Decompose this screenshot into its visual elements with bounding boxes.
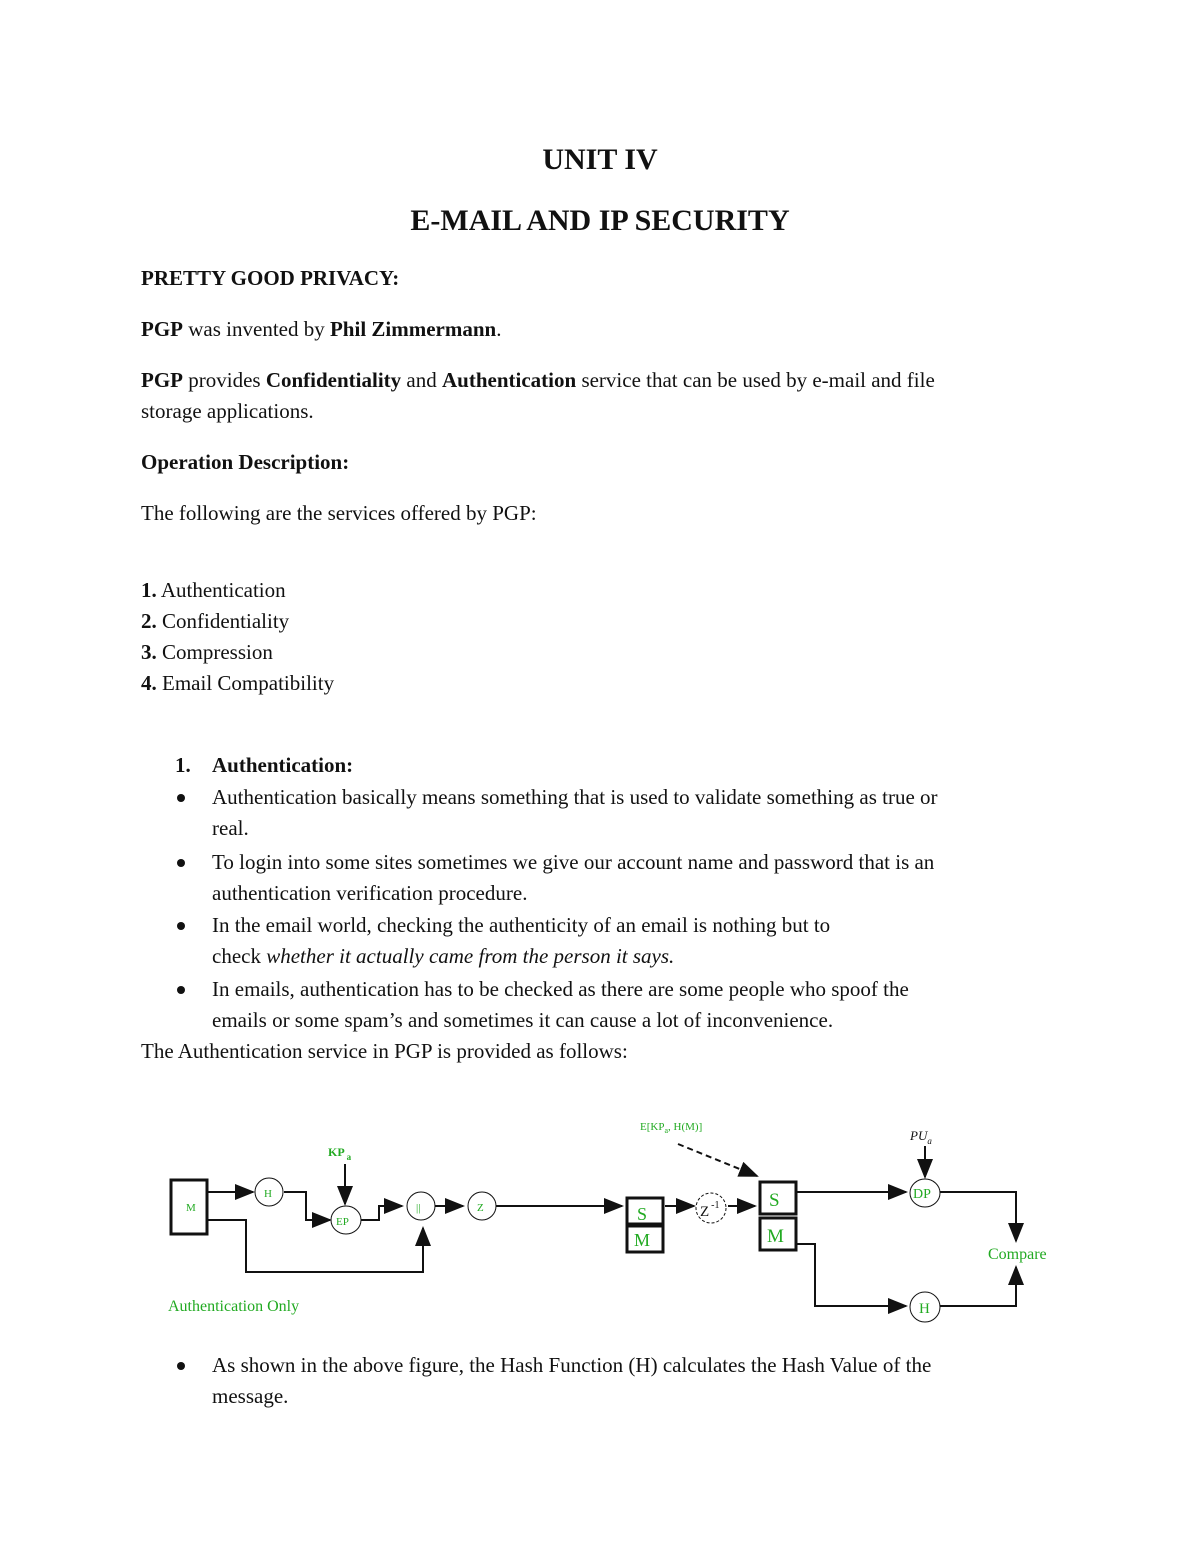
bullet-icon — [177, 794, 185, 802]
auth-bullet-1: Authentication basically means something that is used to validate something as true or — [212, 785, 938, 809]
bullet-icon — [177, 859, 185, 867]
hash-label: H — [264, 1188, 272, 1200]
unit-title: UNIT IV — [542, 143, 658, 176]
auth-heading: Authentication: — [212, 753, 354, 777]
message-label: M — [186, 1202, 196, 1214]
services-intro: The following are the services offered by PGP: — [141, 501, 537, 525]
auth-bullet-4-cont: emails or some spam’s and sometimes it can cause a lot of inconvenience. — [212, 1008, 834, 1032]
pgp-authentication-diagram — [0, 1100, 1200, 1330]
inventor-name: Phil Zimmermann — [329, 317, 497, 341]
service-item: 2. Confidentiality — [141, 609, 290, 633]
service-item: 3. Compression — [141, 640, 273, 664]
arrow-line — [207, 1220, 423, 1272]
auth-only-label: Authentication Only — [168, 1298, 300, 1315]
pgp-term: PGP — [141, 317, 183, 341]
pgp-provides-line-2: storage applications. — [141, 399, 314, 423]
arrow-line — [361, 1206, 402, 1220]
arrow-line — [940, 1192, 1016, 1241]
confidentiality-term: Confidentiality — [265, 368, 402, 392]
dashed-arrow — [678, 1144, 757, 1176]
italic-phrase: whether it actually came from the person it says. — [266, 944, 675, 968]
pgp-heading: PRETTY GOOD PRIVACY: — [141, 266, 400, 290]
auth-bullet-3-cont: check whether it actually came from the person it says. — [212, 944, 675, 968]
bullet-icon — [177, 922, 185, 930]
compress-label: Z — [477, 1202, 484, 1214]
service-item: 4. Email Compatibility — [141, 671, 335, 695]
encrypted-hash-label: $E[KP_a$, H(M)] — [640, 1121, 703, 1135]
dp-label: DP — [913, 1187, 931, 1202]
kp-label: KP $_a$ — [328, 1145, 352, 1162]
subject-title: E-MAIL AND IP SECURITY — [410, 204, 790, 237]
after-bullet-1-cont: message. — [212, 1384, 289, 1408]
auth-bullet-1-cont: real. — [212, 816, 249, 840]
pgp-invented-line — [141, 314, 501, 345]
invented-end: . — [496, 317, 502, 341]
concat-circle — [407, 1192, 435, 1220]
auth-bullet-2-cont: authentication verification procedure. — [212, 881, 528, 905]
service-text: service that can be used by e-mail and file — [576, 368, 935, 392]
auth-provided-text: The Authentication service in PGP is provided as follows: — [141, 1039, 628, 1063]
arrow-line — [796, 1244, 906, 1306]
bullet-icon — [177, 986, 185, 994]
authentication-term: Authentication — [442, 368, 577, 392]
arrow-line — [940, 1267, 1016, 1306]
pu-label: $PU_a$ — [910, 1128, 932, 1146]
auth-bullet-4: In emails, authentication has to be checked as there are some people who spoof the — [212, 977, 909, 1001]
auth-bullet-3: In the email world, checking the authenticity of an email is nothing but to — [212, 913, 831, 937]
auth-number: 1. — [175, 753, 191, 777]
after-bullet-1: As shown in the above figure, the Hash Function (H) calculates the Hash Value of the — [212, 1353, 932, 1377]
concat-label: || — [416, 1202, 421, 1214]
pgp-term: PGP — [141, 368, 183, 392]
operation-heading: Operation Description: — [141, 450, 350, 474]
bullet-icon — [177, 1362, 185, 1370]
provides-text: provides — [183, 368, 266, 392]
arrow-line — [284, 1192, 330, 1220]
compare-label: Compare — [988, 1246, 1047, 1263]
s-label: S — [637, 1204, 648, 1224]
decompress-label: Z $^{-1}$ — [700, 1200, 720, 1220]
invented-text: was invented by — [183, 317, 330, 341]
ep-label: EP — [336, 1216, 349, 1228]
s-label: S — [769, 1190, 780, 1211]
pgp-provides-line — [141, 365, 935, 396]
m-label: M — [767, 1226, 784, 1247]
m-label: M — [634, 1230, 651, 1250]
auth-bullet-2: To login into some sites sometimes we give our account name and password that is an — [212, 850, 935, 874]
hash-label-2: H — [919, 1301, 930, 1317]
and-text: and — [401, 368, 442, 392]
service-item: 1. Authentication — [141, 578, 286, 602]
